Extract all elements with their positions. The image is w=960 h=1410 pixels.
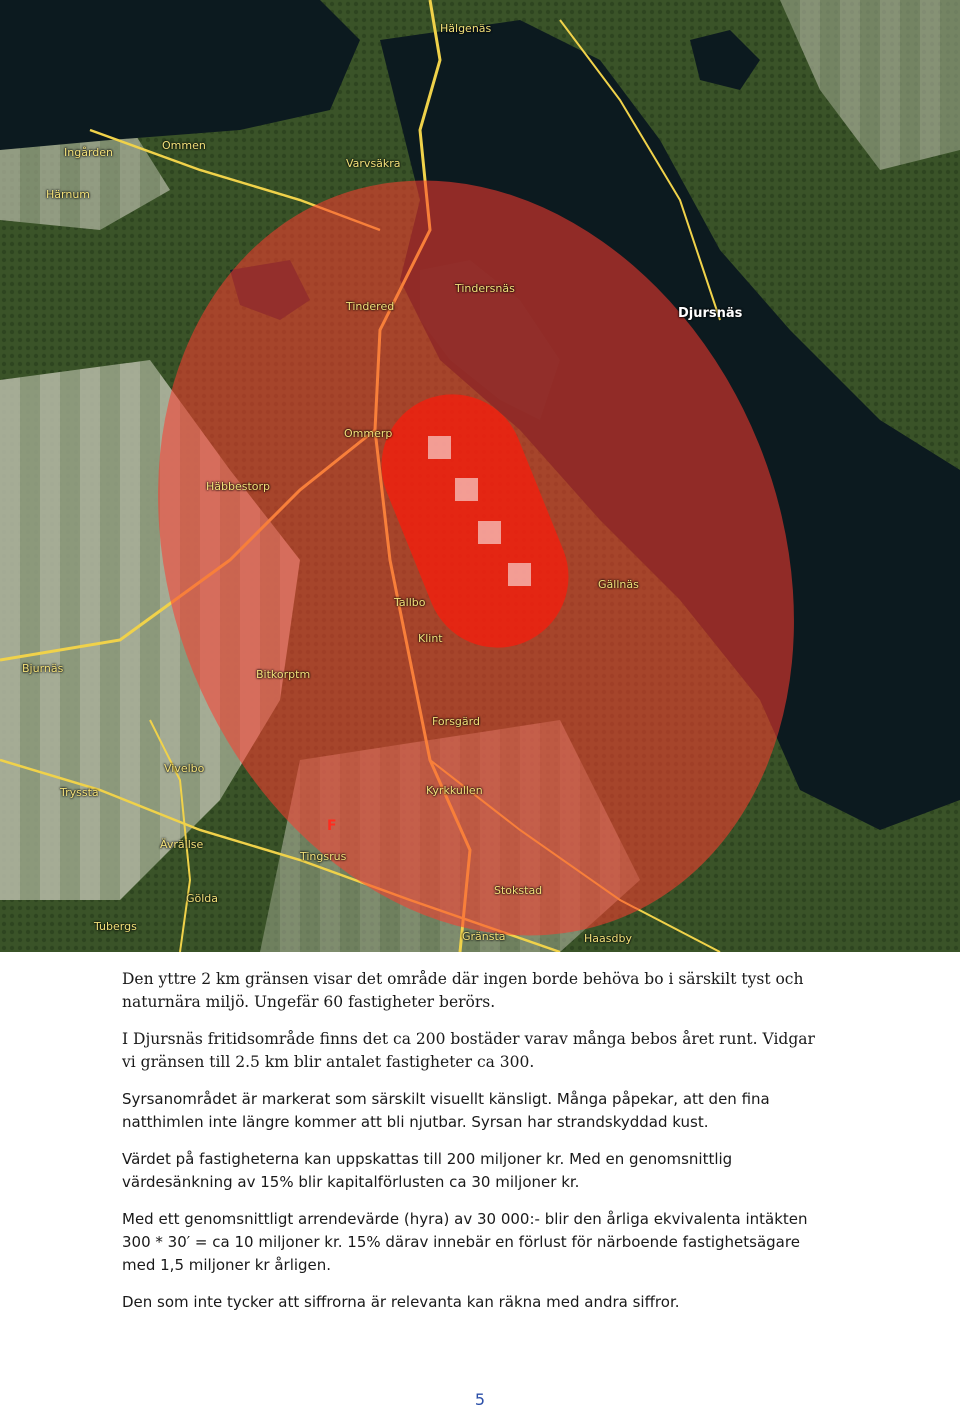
place-label: Stokstad	[494, 884, 543, 897]
place-label: Vivelbo	[164, 762, 205, 775]
place-label: Varvsäkra	[346, 157, 401, 170]
paragraph: Med ett genomsnittligt arrendevärde (hyra) av 30 000:- blir den årliga ekvivalenta intäkten 300 * 30′ = ca 10 miljoner kr. 15% därav innebär en förlust för närboende fastighetsägare med 1,5 miljoner kr årligen.	[122, 1210, 808, 1274]
place-label: Bitkorptm	[256, 668, 311, 681]
place-label: Klint	[418, 632, 443, 645]
place-label: Gällnäs	[598, 578, 639, 591]
place-label: Gölda	[186, 892, 219, 905]
place-label: Kyrkkullen	[426, 784, 483, 797]
paragraph: I Djursnäs fritidsområde finns det ca 200 bostäder varav många bebos året runt. Vidgar vi gränsen till 2.5 km blir antalet fastigheter ca 300.	[122, 1030, 815, 1071]
paragraph: Den som inte tycker att siffrorna är relevanta kan räkna med andra siffror.	[122, 1293, 680, 1311]
page-number: 5	[474, 1390, 486, 1409]
paragraph: Den yttre 2 km gränsen visar det område där ingen borde behöva bo i särskilt tyst och naturnära miljö. Ungefär 60 fastigheter berörs.	[122, 970, 804, 1011]
paragraph: Värdet på fastigheterna kan uppskattas till 200 miljoner kr. Med en genomsnittlig värdesänkning av 15% blir kapitalförlusten ca 30 miljoner kr.	[122, 1150, 733, 1191]
place-label: Ävrällse	[160, 838, 204, 851]
body-text	[122, 968, 822, 1328]
turbine-marker	[455, 478, 478, 501]
turbine-marker	[428, 436, 451, 459]
place-label: Ommerp	[344, 427, 393, 440]
place-label: Forsgärd	[432, 715, 480, 728]
place-label: Gränsta	[462, 930, 506, 943]
place-label: Tindersnäs	[455, 282, 515, 295]
paragraph: Syrsanområdet är markerat som särskilt visuellt känsligt. Många påpekar, att den fina natthimlen inte längre kommer att bli njutbar. Syrsan har strandskyddad kust.	[122, 1090, 770, 1131]
place-label: Tallbo	[394, 596, 426, 609]
place-label: Hälgenäs	[440, 22, 492, 35]
place-label: Ingården	[64, 146, 113, 159]
place-label: Häbbestorp	[206, 480, 271, 493]
place-label: Tubergs	[94, 920, 137, 933]
place-label: Bjurnäs	[22, 662, 64, 675]
turbine-marker	[508, 563, 531, 586]
place-label: Tryssta	[60, 786, 99, 799]
place-label: Djursnäs	[678, 306, 743, 321]
turbine-marker	[478, 521, 501, 544]
place-label: Haasdby	[584, 932, 632, 945]
place-label: F	[327, 818, 337, 834]
place-label: Ommen	[162, 139, 206, 152]
place-label: Härnum	[46, 188, 90, 201]
place-label: Tindered	[346, 300, 395, 313]
place-label: Tingsrus	[300, 850, 347, 863]
